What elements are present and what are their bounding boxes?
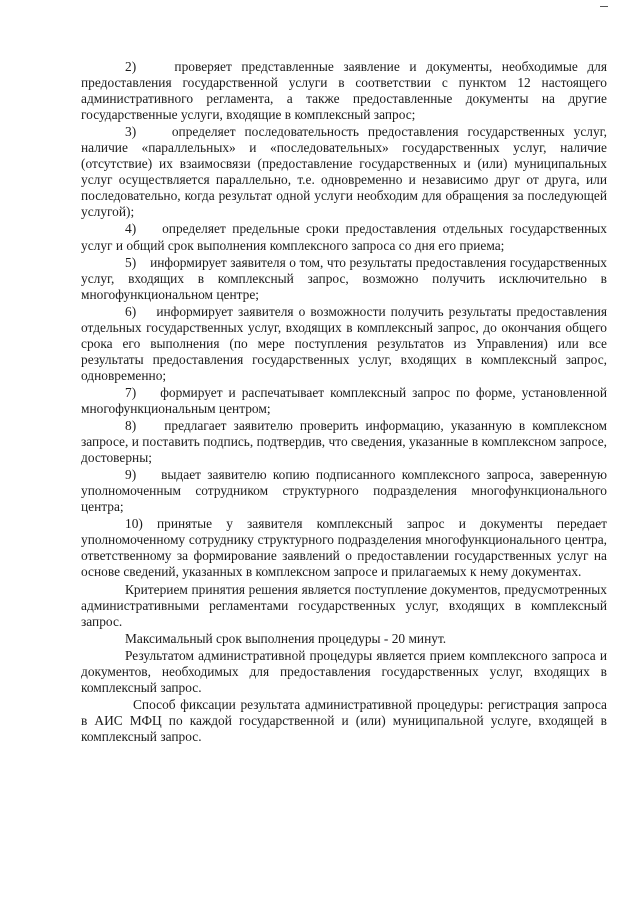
paragraph-item-6: 6) информирует заявителя о возможности получить результаты предоставления отдельных государственных услуг, входящих в комплексный запрос, до окончания общего срока его выполнения (по мере поступления результатов из Управления) или все результаты предоставления государственных услуг, входящих в комплексный запрос, одновременно; — [81, 303, 607, 383]
paragraph-result-recording: Способ фиксации результата административной процедуры: регистрация запроса в АИС МФЦ по каждой государственной и (или) муниципальной услуге, входящей в комплексный запрос. — [81, 696, 607, 744]
paragraph-decision-criterion: Критерием принятия решения является поступление документов, предусмотренных административными регламентами государственных услуг, входящих в комплексный запрос. — [81, 581, 607, 629]
document-body — [81, 59, 607, 746]
paragraph-procedure-result: Результатом административной процедуры является прием комплексного запроса и документов, необходимых для предоставления государственных услуг, входящих в комплексный запрос. — [81, 647, 607, 695]
paragraph-item-5: 5) информирует заявителя о том, что результаты предоставления государственных услуг, входящих в комплексный запрос, возможно получить исключительно в многофункциональном центре; — [81, 254, 607, 302]
paragraph-item-7: 7) формирует и распечатывает комплексный запрос по форме, установленной многофункциональным центром; — [81, 384, 607, 416]
paragraph-item-10: 10) принятые у заявителя комплексный запрос и документы передает уполномоченному сотруднику структурного подразделения многофункционального центра, ответственному за формирование заявлений о предоставлении государственных услуг на основе сведений, указанных в комплексном запросе и прилагаемых к нему документах. — [81, 516, 607, 580]
paragraph-item-2: 2) проверяет представленные заявление и документы, необходимые для предоставления государственной услуги в соответствии с пунктом 12 настоящего административного регламента, а также предоставленные документы на другие государственные услуги, входящие в комплексный запрос; — [81, 59, 607, 123]
paragraph-item-4: 4) определяет предельные сроки предоставления отдельных государственных услуг и общий срок выполнения комплексного запроса со дня его приема; — [81, 221, 607, 253]
paragraph-item-8: 8) предлагает заявителю проверить информацию, указанную в комплексном запросе, и поставить подпись, подтвердив, что сведения, указанные в комплексном запросе, достоверны; — [81, 418, 607, 466]
paragraph-item-9: 9) выдает заявителю копию подписанного комплексного запроса, заверенную уполномоченным сотрудником структурного подразделения многофункционального центра; — [81, 467, 607, 515]
paragraph-max-duration: Максимальный срок выполнения процедуры - 20 минут. — [125, 630, 447, 646]
paragraph-item-3: 3) определяет последовательность предоставления государственных услуг, наличие «параллельных» и «последовательных» государственных услуг, наличие (отсутствие) их взаимосвязи (предоставление государственных и (или) муниципальных услуг осуществляется параллельно, т.е. одновременно и независимо друг от друга, или последовательно, когда результат одной услуги необходим для обращения за последующей услугой); — [81, 124, 607, 220]
corner-dash-mark — [600, 6, 608, 7]
